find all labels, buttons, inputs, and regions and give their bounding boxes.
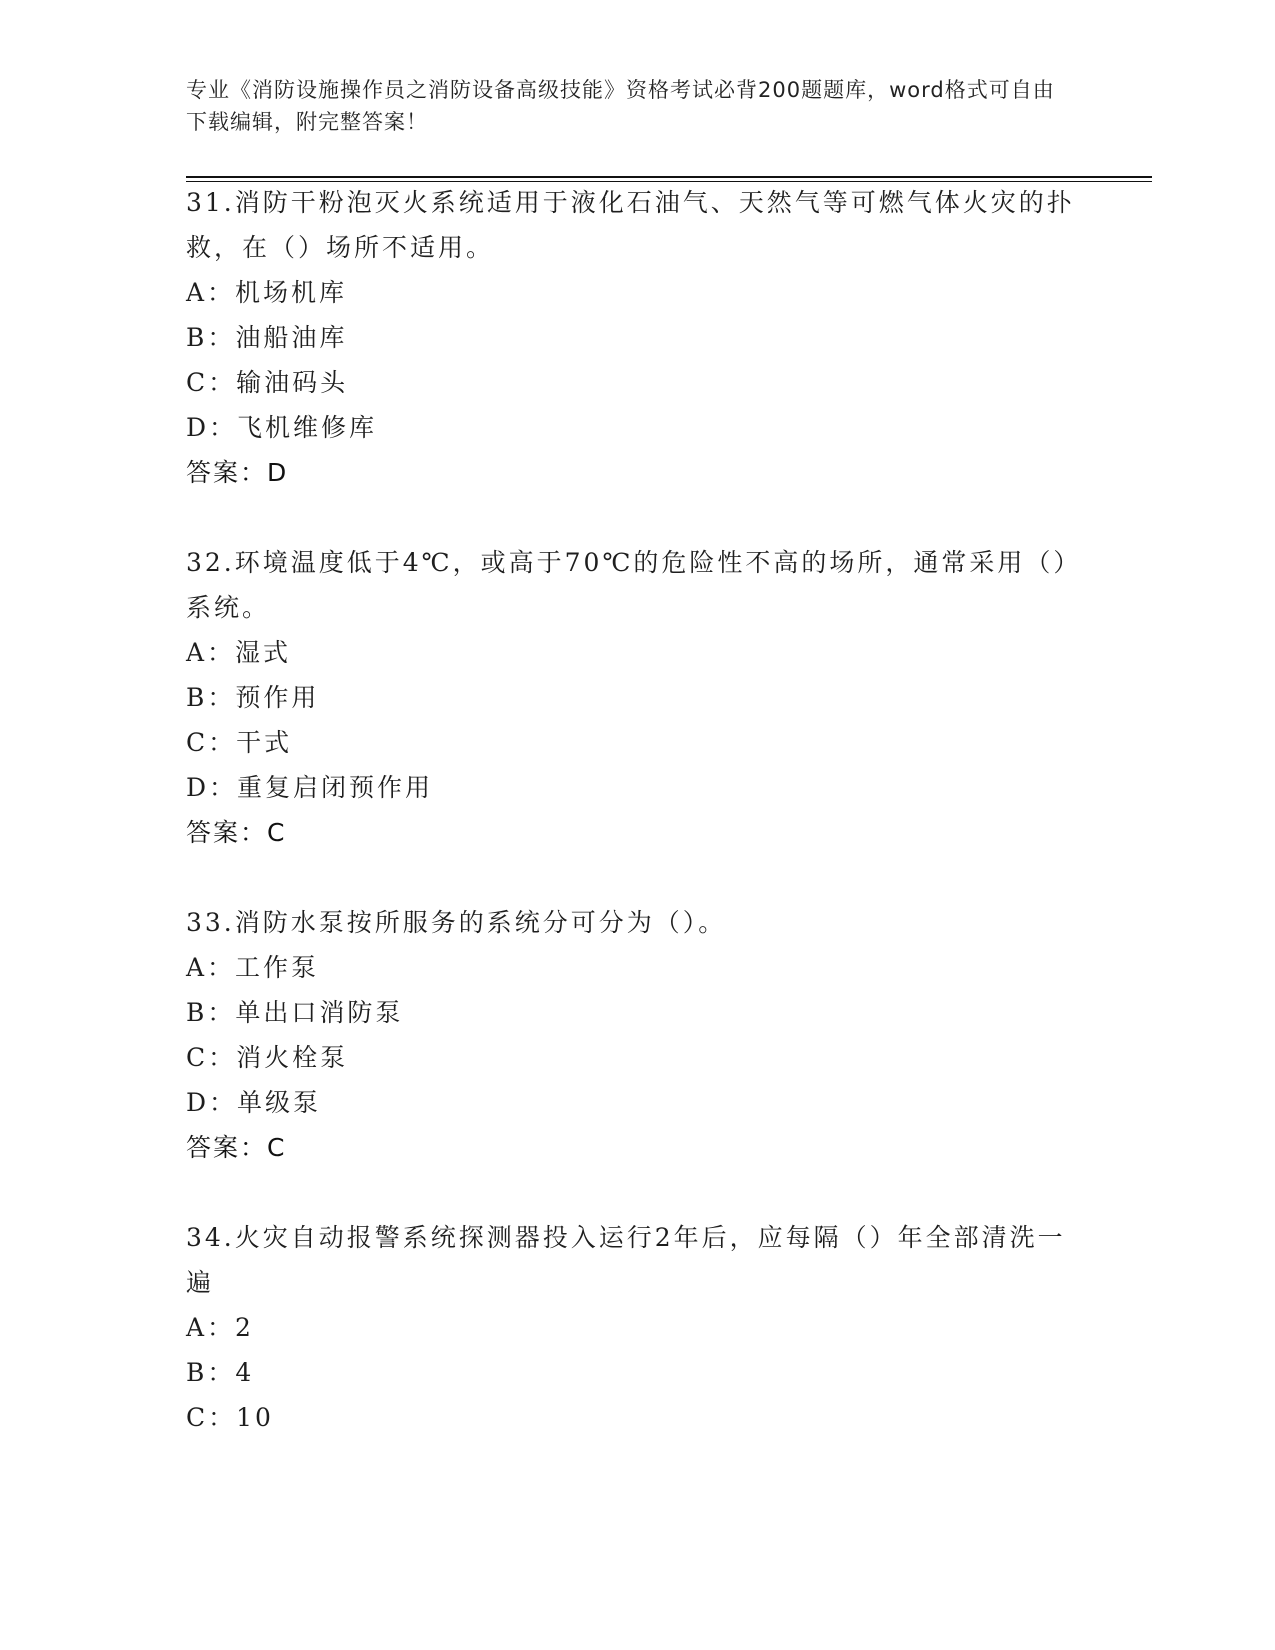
option-c: C：干式 — [186, 728, 293, 757]
document-header: 专业《消防设施操作员之消防设备高级技能》资格考试必背200题题库，word格式可自由下载编辑，附完整答案！ — [186, 78, 1055, 134]
option-b: B：油船油库 — [186, 323, 348, 352]
option-c: C：消火栓泵 — [186, 1043, 349, 1072]
option-b: B：4 — [186, 1358, 255, 1387]
option-c: C：10 — [186, 1403, 274, 1432]
option-a: A：湿式 — [186, 638, 292, 667]
option-b: B：单出口消防泵 — [186, 998, 404, 1027]
question-stem: 33.消防水泵按所服务的系统分可分为（）。 — [186, 908, 727, 937]
question-stem: 34.火灾自动报警系统探测器投入运行2年后，应每隔（）年全部清洗一遍 — [186, 1223, 1066, 1297]
question-stem: 32.环境温度低于4℃，或高于70℃的危险性不高的场所，通常采用（）系统。 — [186, 548, 1082, 622]
question-31 — [186, 180, 1086, 495]
question-34 — [186, 1215, 1086, 1440]
header-divider-thick — [186, 176, 1152, 178]
question-33 — [186, 900, 1086, 1170]
option-c: C：输油码头 — [186, 368, 349, 397]
option-a: A：2 — [186, 1313, 254, 1342]
option-d: D：飞机维修库 — [186, 413, 378, 442]
question-stem: 31.消防干粉泡灭火系统适用于液化石油气、天然气等可燃气体火灾的扑救，在（）场所不适用。 — [186, 188, 1075, 262]
option-a: A：工作泵 — [186, 953, 320, 982]
answer-line: 答案：C — [186, 1133, 287, 1162]
question-32 — [186, 540, 1086, 855]
answer-line: 答案：C — [186, 818, 287, 847]
option-d: D：重复启闭预作用 — [186, 773, 434, 802]
answer-line: 答案：D — [186, 458, 289, 487]
option-d: D：单级泵 — [186, 1088, 322, 1117]
option-b: B：预作用 — [186, 683, 320, 712]
option-a: A：机场机库 — [186, 278, 348, 307]
